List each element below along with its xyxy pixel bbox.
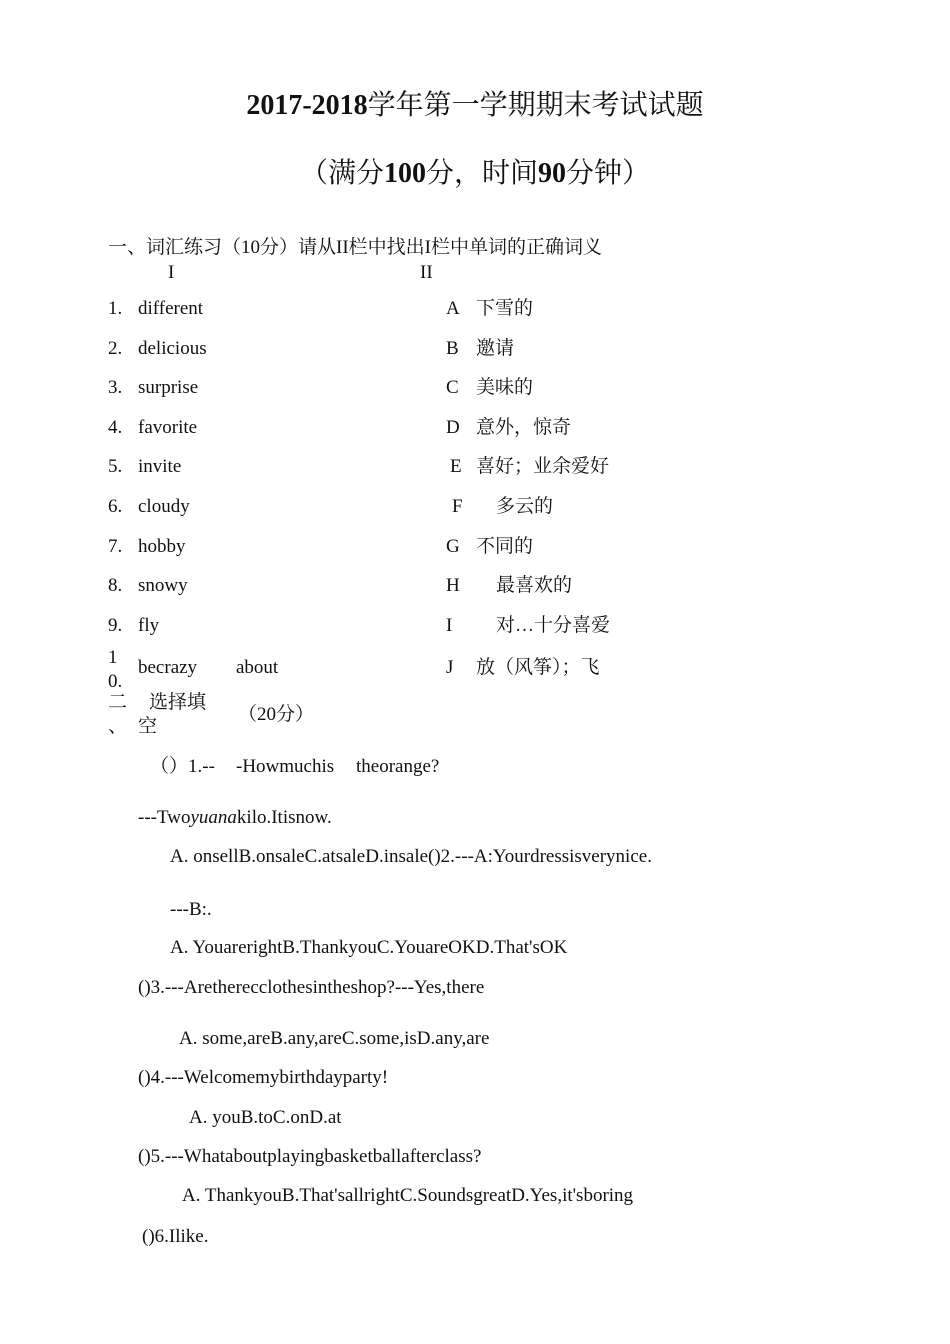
vocab-meaning: 多云的 — [496, 496, 554, 517]
vocab-word: snowy — [138, 575, 188, 596]
vocab-number: 1. — [108, 298, 123, 319]
vocab-number: 8. — [108, 575, 123, 596]
vocab-meaning: 对…十分喜爱 — [496, 615, 611, 636]
vocab-meaning: 不同的 — [476, 536, 534, 557]
vocab-letter: E — [450, 456, 462, 477]
q1-text: -Howmuchis — [236, 756, 335, 777]
vocab-word: invite — [138, 456, 182, 477]
section2-label-a: 选择填 — [149, 692, 207, 713]
vocab-number: 6. — [108, 496, 123, 517]
exam-title — [0, 92, 950, 120]
vocab-letter: F — [452, 496, 463, 517]
q1-answer-end: kilo.Itisnow. — [236, 807, 332, 828]
q1-answer-italic: yuana — [190, 807, 237, 828]
q4-text: ()4.---Welcomemybirthdayparty! — [138, 1067, 389, 1088]
vocab-number: 2. — [108, 338, 123, 359]
vocab-number: 4. — [108, 417, 123, 438]
time-limit: 90 — [538, 158, 566, 189]
q1-answer — [138, 808, 332, 827]
column-i-label: I — [168, 262, 175, 283]
item10-word-a: becrazy — [138, 657, 198, 678]
vocab-meaning: 意外，惊奇 — [476, 417, 572, 438]
item10-num-b: 0. — [108, 671, 123, 692]
q1-text-end: theorange? — [356, 756, 440, 777]
vocab-word: different — [138, 298, 204, 319]
column-ii-label: II — [420, 262, 433, 283]
vocab-letter: I — [446, 615, 453, 636]
q3-options: A. some,areB.any,areC.some,isD.any,are — [179, 1028, 490, 1049]
vocab-letter: G — [446, 536, 460, 557]
vocab-number: 7. — [108, 536, 123, 557]
vocab-meaning: 下雪的 — [476, 298, 534, 319]
q3-text: ()3.---Aretherecclothesintheshop?---Yes,there — [138, 977, 485, 998]
vocab-number: 3. — [108, 377, 123, 398]
item10-meaning: 放（风筝）；飞 — [476, 657, 600, 678]
vocab-word: surprise — [138, 377, 199, 398]
vocab-word: fly — [138, 615, 160, 636]
exam-title-text: 学年第一学期期末考试试题 — [367, 90, 704, 121]
section2-score: （20分） — [238, 704, 315, 725]
subtitle-close: 分钟） — [566, 158, 651, 189]
q6-text: ()6.Ilike. — [142, 1226, 209, 1247]
vocab-letter: C — [446, 377, 459, 398]
q2-options: A. YouarerightB.ThankyouC.YouareOKD.That'sOK — [170, 937, 568, 958]
vocab-meaning: 喜好；业余爱好 — [476, 456, 610, 477]
q1-prefix: （）1.-- — [150, 756, 215, 777]
q1-options: A. onsellB.onsaleC.atsaleD.insale()2.---A:Yourdressisverynice. — [170, 846, 652, 867]
q4-options: A. youB.toC.onD.at — [189, 1107, 342, 1128]
vocab-letter: D — [446, 417, 460, 438]
q1-answer-a: ---Two — [138, 807, 191, 828]
vocab-word: delicious — [138, 338, 207, 359]
section2-mark-b: 、 — [108, 716, 128, 737]
vocab-word: favorite — [138, 417, 198, 438]
vocab-number: 5. — [108, 456, 123, 477]
exam-subtitle — [0, 160, 950, 188]
vocab-meaning: 美味的 — [476, 377, 534, 398]
vocab-letter: H — [446, 575, 460, 596]
q2-reply: ---B:. — [170, 899, 212, 920]
vocab-word: hobby — [138, 536, 186, 557]
exam-year: 2017-2018 — [246, 90, 368, 121]
subtitle-open: （满分 — [299, 158, 384, 189]
q5-text: ()5.---Whataboutplayingbasketballafterclass? — [138, 1146, 482, 1167]
vocab-number: 9. — [108, 615, 123, 636]
section2-label-b: 空 — [138, 716, 158, 737]
section2-mark-a: 二 — [108, 692, 128, 713]
vocab-meaning: 最喜欢的 — [496, 575, 573, 596]
section1-heading: 一、词汇练习（10分）请从II栏中找出I栏中单词的正确词义 — [108, 237, 602, 258]
vocab-word: cloudy — [138, 496, 190, 517]
subtitle-mid: 分，时间 — [425, 158, 538, 189]
vocab-letter: A — [446, 298, 460, 319]
vocab-letter: B — [446, 338, 459, 359]
vocab-meaning: 邀请 — [476, 338, 515, 359]
q5-options: A. ThankyouB.That'sallrightC.SoundsgreatD.Yes,it'sboring — [182, 1185, 634, 1206]
full-score: 100 — [383, 158, 426, 189]
item10-num-a: 1 — [108, 647, 118, 668]
item10-letter: J — [446, 657, 454, 678]
item10-word-b: about — [236, 657, 279, 678]
